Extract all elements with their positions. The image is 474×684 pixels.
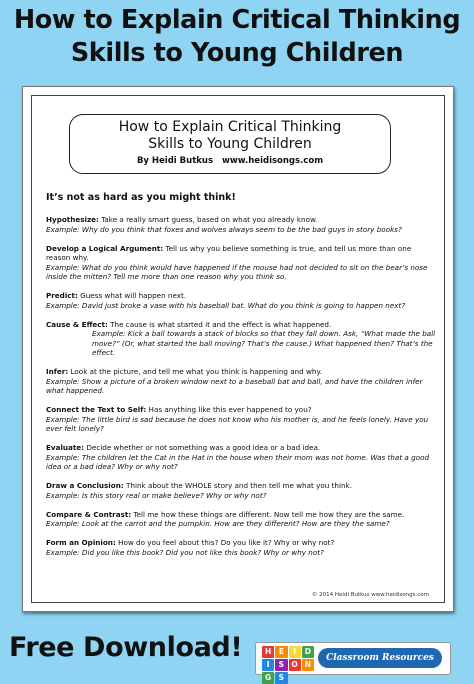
section-item [46, 367, 436, 396]
section-description: Has anything like this ever happened to you? [148, 405, 312, 414]
section-item [46, 320, 436, 358]
sections-list [46, 215, 436, 567]
logo-letter-block: S [275, 659, 287, 671]
example-label: Example: [46, 490, 80, 500]
section-definition [46, 244, 436, 263]
section-description: Tell us why you believe something is true, and tell us more than one reason why. [46, 243, 412, 262]
logo-letter-block: S [275, 672, 287, 684]
section-term: Predict: [46, 291, 78, 300]
logo-letter-block: H [262, 646, 274, 658]
section-term: Form an Opinion: [46, 538, 116, 547]
document-title [70, 119, 390, 153]
logo-letter-block: G [262, 672, 274, 684]
document-title-line1: How to Explain Critical Thinking [118, 119, 342, 135]
example-label: Example: [46, 224, 80, 234]
document-page [22, 86, 454, 612]
document-header-box [69, 114, 391, 174]
main-title-line2: Skills to Young Children [70, 38, 404, 68]
section-description: The cause is what started it and the effect is what happened. [110, 319, 332, 329]
example-label: Example: [46, 452, 80, 462]
author-name: By Heidi Butkus [136, 156, 214, 166]
section-description: Take a really smart guess, based on what you already know. [101, 215, 318, 224]
document-byline [70, 156, 390, 166]
section-definition [46, 367, 436, 377]
section-term: Hypothesize: [46, 215, 99, 224]
section-definition [46, 320, 436, 330]
example-label: Example: [46, 300, 80, 310]
section-item [46, 291, 436, 310]
section-item [46, 244, 436, 282]
section-item [46, 405, 436, 434]
example-text: Look at the carrot and the pumpkin. How are they different? How are they the same? [81, 519, 390, 528]
logo-letter-block: E [275, 646, 287, 658]
section-term: Infer: [46, 367, 69, 376]
free-download-text[interactable]: Free Download! [9, 632, 243, 663]
classroom-resources-logo[interactable] [255, 642, 451, 682]
logo-letter-block: N [302, 659, 314, 671]
example-text: Why do you think that foxes and wolves always seem to be the bad guys in story books? [81, 224, 402, 234]
section-term: Cause & Effect: [46, 319, 108, 329]
section-example [46, 415, 436, 434]
section-example [46, 263, 436, 282]
classroom-resources-label: Classroom Resources [318, 648, 442, 668]
section-definition [46, 215, 436, 225]
section-example [46, 301, 436, 311]
section-description: Tell me how these things are different. Now tell me how they are the same. [133, 509, 405, 519]
example-text: David just broke a vase with his baseball bat. What do you think is going to happen next? [81, 300, 406, 310]
section-example [46, 491, 436, 501]
section-term: Compare & Contrast: [46, 509, 132, 519]
logo-letter-block: I [289, 646, 301, 658]
section-example [46, 225, 436, 235]
section-item [46, 215, 436, 234]
section-definition [46, 481, 436, 491]
example-label: Example: [92, 329, 126, 338]
heidisongs-logo-blocks [262, 646, 314, 682]
section-description: Guess what will happen next. [80, 291, 187, 300]
example-label: Example: [46, 376, 80, 386]
intro-text: It’s not as hard as you might think! [46, 192, 236, 203]
example-text: The children let the Cat in the Hat in the house when their mom was not home. Was that a good idea or a bad idea? Why or why not? [46, 452, 430, 471]
section-example [46, 548, 436, 558]
document-title-line2: Skills to Young Children [148, 136, 312, 152]
example-text: What do you think would have happened if the mouse had not decided to sit on the bear’s nose inside the mitten? Tell me more than one reason why you think so. [46, 262, 428, 281]
logo-letter-block: I [262, 659, 274, 671]
section-term: Evaluate: [46, 443, 85, 452]
example-label: Example: [46, 262, 80, 272]
section-definition [46, 291, 436, 301]
example-text: Did you like this book? Did you not like this book? Why or why not? [81, 547, 324, 557]
section-example [46, 453, 436, 472]
section-definition [46, 510, 436, 520]
section-term: Connect the Text to Self: [46, 405, 147, 414]
section-example [46, 519, 436, 529]
main-title-line1: How to Explain Critical Thinking [13, 5, 461, 35]
example-label: Example: [46, 414, 80, 424]
section-description: Look at the picture, and tell me what you think is happening and why. [70, 367, 322, 376]
section-item [46, 443, 436, 472]
section-description: Think about the WHOLE story and then tell me what you think. [126, 481, 352, 490]
example-label: Example: [46, 547, 80, 557]
section-item [46, 481, 436, 500]
example-text: Kick a ball towards a stack of blocks so that they fall down. Ask, “What made the ball move?” (Or, what started the ball moving? That’s the cause.) What happened then? That’s the effect. [92, 329, 436, 357]
section-definition [46, 443, 436, 453]
example-label: Example: [46, 519, 80, 528]
section-item [46, 538, 436, 557]
section-item [46, 510, 436, 529]
section-example [46, 329, 436, 358]
section-description: How do you feel about this? Do you like it? Why or why not? [118, 538, 335, 547]
main-title [0, 4, 474, 70]
section-description: Decide whether or not something was a good idea or a bad idea. [86, 443, 321, 452]
section-term: Develop a Logical Argument: [46, 243, 164, 253]
example-text: Show a picture of a broken window next to a baseball bat and ball, and have the children infer what happened. [46, 376, 423, 395]
section-example [46, 377, 436, 396]
copyright-notice: © 2014 Heidi Butkus www.heidisongs.com [311, 592, 429, 598]
example-text: The little bird is sad because he does not know who his mother is, and he feels lonely. Have you ever felt lonely? [46, 414, 429, 433]
logo-letter-block: D [302, 646, 314, 658]
section-definition [46, 405, 436, 415]
logo-letter-block: O [289, 659, 301, 671]
example-text: Is this story real or make believe? Why or why not? [81, 490, 267, 500]
section-definition [46, 538, 436, 548]
website-link[interactable]: www.heidisongs.com [222, 156, 324, 166]
section-term: Draw a Conclusion: [46, 481, 124, 490]
